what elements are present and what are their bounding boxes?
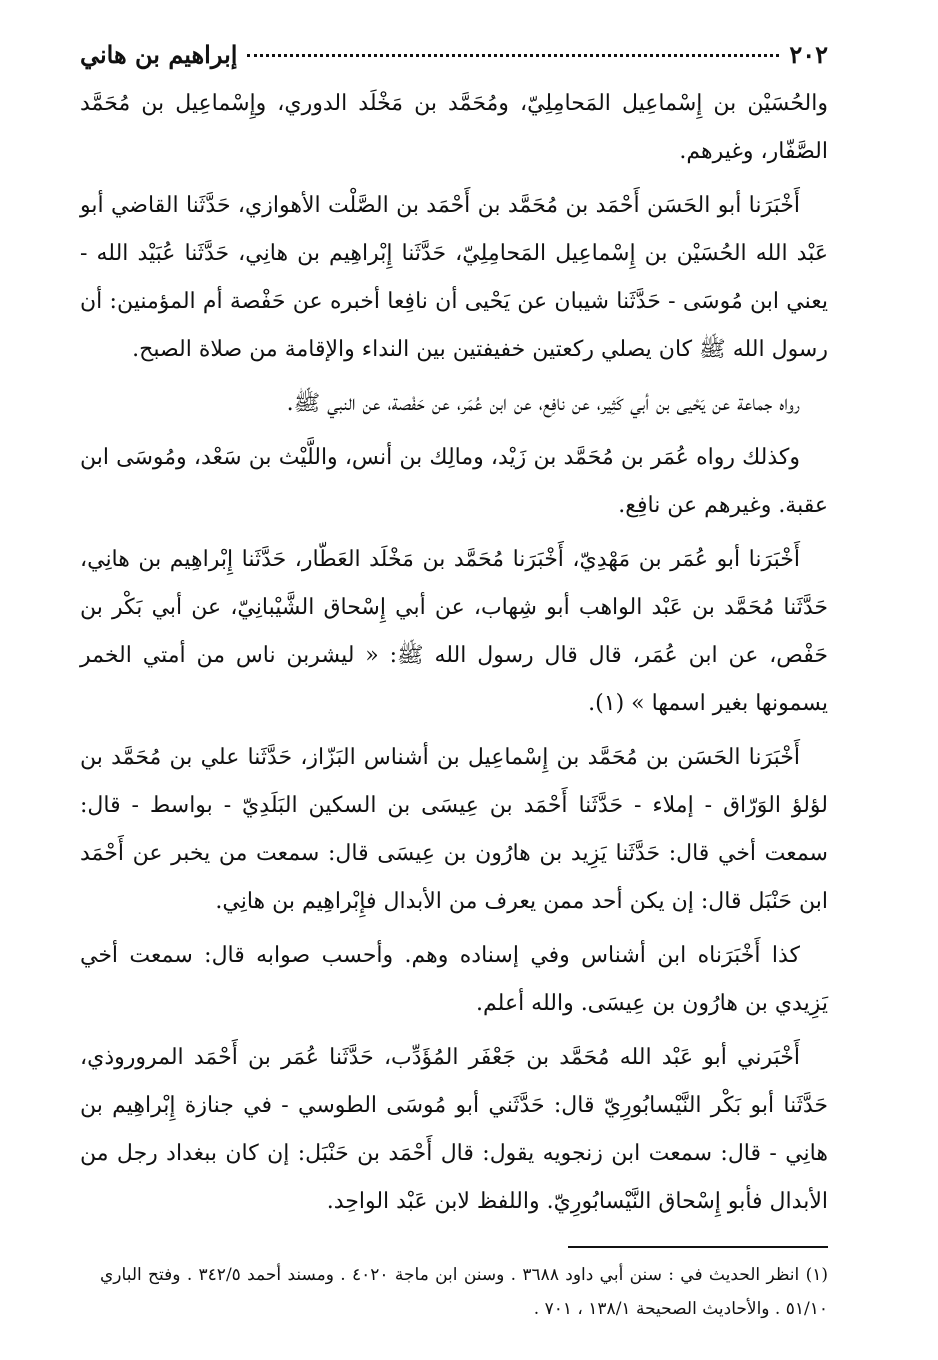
header-dotted-leader [247, 54, 779, 57]
paragraph: رواه جماعة عن يَحْيى بن أبي كَثِير، عن نافِع، عن ابن عُمَر، عن حَفْصة، عن النبي ﷺ. [286, 391, 800, 416]
paragraph: أَخْبَرَنا أبو عُمَر بن مَهْدِيّ، أَخْبَرَنا مُحَمَّد بن مَخْلَد العَطّار، حَدَّثَنا إِبْراهِيم بن هانِي، حَدَّثَنا مُحَمَّد بن عَبْد الواهب أبو شِهاب، عن أبي إِسْحاق الشَّيْبانِيّ، عن أبي بَكْر بن حَفْص، عن ابن عُمَر، قال قال رسول الله ﷺ: « ليشربن ناس من أمتي الخمر يسمونها بغير اسمها » (١). [80, 547, 828, 716]
footnote-separator [568, 1246, 828, 1248]
paragraph: وكذلك رواه عُمَر بن مُحَمَّد بن زَيْد، ومالِك بن أنس، واللَّيْث بن سَعْد، ومُوسَى ابن عقبة. وغيرهم عن نافِع. [80, 445, 828, 518]
footnotes [100, 1258, 828, 1326]
paragraph: أَخْبَرني أبو عَبْد الله مُحَمَّد بن جَعْفَر المُؤَدِّب، حَدَّثَنا عُمَر بن أَحْمَد المروروذي، حَدَّثَنا أبو بَكْر النَّيْسابُورِيّ قال: حَدَّثَني أبو مُوسَى الطوسي - في جنازة إِبْراهِيم بن هانِي - قال: سمعت ابن زنجويه يقول: قال أَحْمَد بن حَنْبَل: إن كان ببغداد رجل من الأبدال فأبو إِسْحاق النَّيْسابُورِيّ. واللفظ لابن عَبْد الواحِد. [80, 1045, 828, 1214]
paragraph: والحُسَيْن بن إِسْماعِيل المَحامِلِيّ، ومُحَمَّد بن مَخْلَد الدوري، وإِسْماعِيل بن مُحَمَّد الصَّفّار، وغيرهم. [80, 91, 828, 164]
main-text [80, 80, 828, 1226]
page-number: ٢٠٢ [789, 40, 828, 69]
running-title: إبراهيم بن هاني [80, 40, 238, 69]
paragraph: أَخْبَرَنا الحَسَن بن مُحَمَّد بن إِسْماعِيل بن أشناس البَزّاز، حَدَّثَنا علي بن مُحَمَّد بن لؤلؤ الوَرّاق - إملاء - حَدَّثَنا أَحْمَد بن عِيسَى بن السكين البَلَدِيّ - بواسط - قال: سمعت أخي قال: حَدَّثَنا يَزِيد بن هارُون بن عِيسَى قال: سمعت من يخبر عن أَحْمَد ابن حَنْبَل قال: إن يكن أحد ممن يعرف من الأبدال فإِبْراهِيم بن هانِي. [80, 745, 828, 914]
page-header [80, 40, 828, 80]
paragraph: كذا أَخْبَرَناه ابن أشناس وفي إسناده وهم. وأحسب صوابه قال: سمعت أخي يَزِيدي بن هارُون بن عِيسَى. والله أعلم. [80, 943, 828, 1016]
footnote: (١) انظر الحديث في : سنن أبي داود ٣٦٨٨ . وسنن ابن ماجة ٤٠٢٠ . ومسند أحمد ٣٤٢/٥ . وفتح الباري ٥١/١٠ . والأحاديث الصحيحة ١٣٨/١ ، ٧٠١ . [100, 1265, 828, 1319]
paragraph: أَخْبَرَنا أبو الحَسَن أَحْمَد بن مُحَمَّد بن أَحْمَد بن الصَّلْت الأهوازي، حَدَّثَنا القاضي أبو عَبْد الله الحُسَيْن بن إِسْماعِيل المَحامِلِيّ، حَدَّثَنا إِبْراهِيم بن هانِي، حَدَّثَنا عُبَيْد الله - يعني ابن مُوسَى - حَدَّثَنا شيبان عن يَحْيى أن نافِعا أخبره عن حَفْصة أم المؤمنين: أن رسول الله ﷺ كان يصلي ركعتين خفيفتين بين النداء والإقامة من صلاة الصبح. [80, 193, 828, 362]
